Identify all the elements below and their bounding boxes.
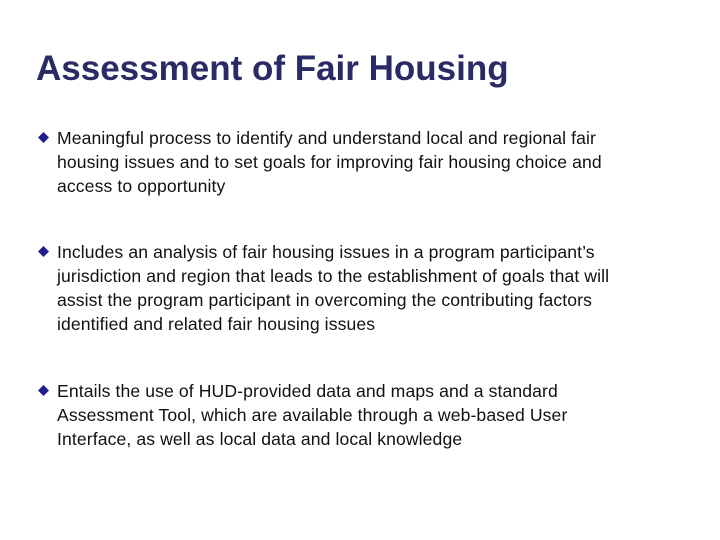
bullet-text — [57, 379, 697, 451]
bullet-line: Entails the use of HUD-provided data and maps and a standard — [57, 381, 558, 401]
bullet-text — [57, 240, 697, 336]
diamond-bullet-icon — [38, 132, 49, 143]
bullet-line: Assessment Tool, which are available through a web-based User — [57, 405, 568, 425]
diamond-bullet-icon — [38, 246, 49, 257]
bullet-line: assist the program participant in overcoming the contributing factors — [57, 290, 592, 310]
bullet-line: jurisdiction and region that leads to the establishment of goals that will — [57, 266, 610, 286]
bullet-line: Includes an analysis of fair housing issues in a program participant’s — [57, 242, 595, 262]
diamond-bullet-icon — [38, 385, 49, 396]
bullet-text — [57, 126, 697, 198]
bullet-line: access to opportunity — [57, 176, 226, 196]
bullet-line: Meaningful process to identify and understand local and regional fair — [57, 128, 596, 148]
bullet-line: Interface, as well as local data and local knowledge — [57, 429, 463, 449]
slide-title: Assessment of Fair Housing — [36, 49, 509, 88]
bullet-line: identified and related fair housing issues — [57, 314, 376, 334]
bullet-line: housing issues and to set goals for improving fair housing choice and — [57, 152, 602, 172]
